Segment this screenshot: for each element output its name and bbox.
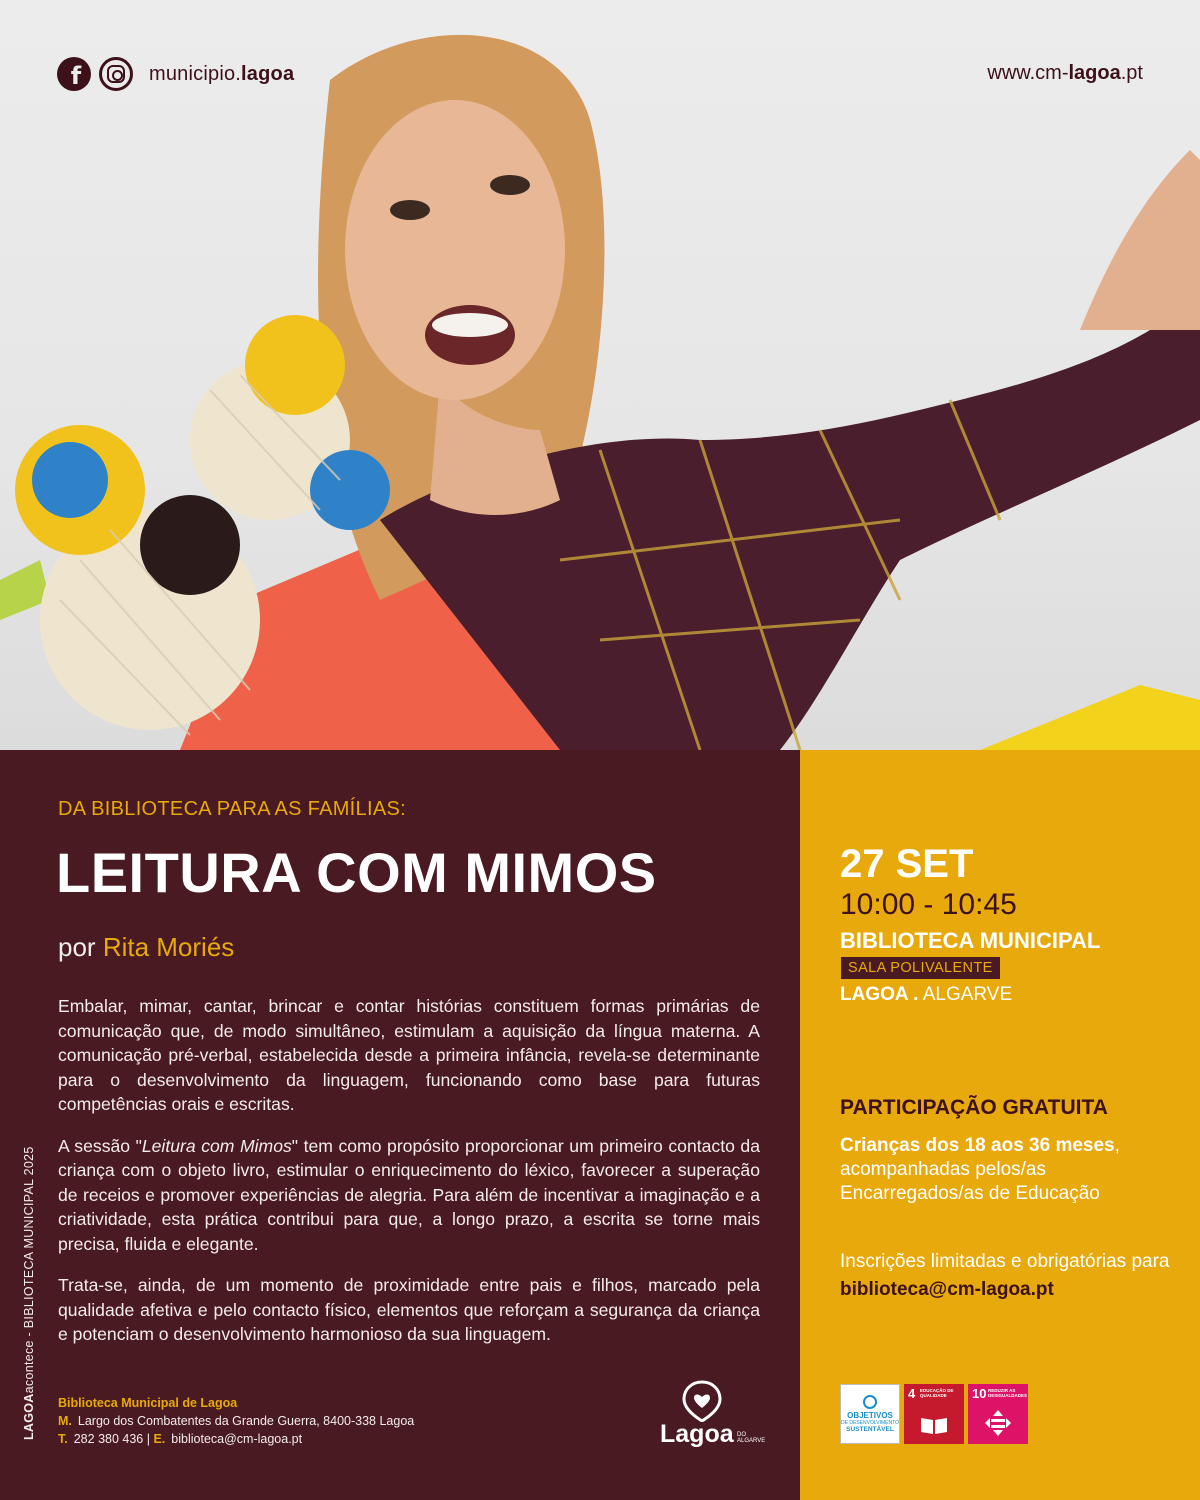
sdg-badges	[840, 1384, 1028, 1444]
instagram-icon[interactable]	[99, 57, 133, 91]
description-paragraph-2: A sessão "Leitura com Mimos" tem como propósito proporcionar um primeiro contacto da criança com o objeto livro, estimular o enriquecimento do léxico, favorecer a superação de receios e promover experiências de alegria. Para além de incentivar a imaginação e a criatividade, esta prática contribui para que, a longo prazo, a escrita se torne mais precisa, fluida e elegante.	[58, 1135, 760, 1254]
event-description-panel	[0, 750, 800, 1500]
registration-email[interactable]: biblioteca@cm-lagoa.pt	[840, 1279, 1054, 1300]
event-kicker: DA BIBLIOTECA PARA AS FAMÍLIAS:	[58, 798, 406, 820]
description-paragraph-1: Embalar, mimar, cantar, brincar e contar histórias constituem formas primárias de comunicação que, de modo simultâneo, estimulam a aquisição da língua materna. A comunicação pré-verbal, estabelecida desde a primeira infância, revela-se determinante para o desenvolvimento da linguagem, funcionando como base para futuras competências orais e escritas.	[58, 996, 760, 1114]
event-date: 27 SET	[840, 842, 974, 886]
audience-text: Crianças dos 18 aos 36 meses, acompanhadas pelos/as Encarregados/as de Educação	[840, 1135, 1120, 1204]
sdg-logo: OBJETIVOS DE DESENVOLVIMENTO SUSTENTÁVEL	[840, 1384, 900, 1444]
library-name: Biblioteca Municipal de Lagoa	[58, 1396, 238, 1410]
sdg-goal-10-badge: 10 REDUZIR AS DESIGUALDADES	[968, 1384, 1028, 1444]
un-globe-icon	[863, 1395, 877, 1409]
event-room-badge: SALA POLIVALENTE	[841, 957, 1000, 979]
participation-heading: PARTICIPAÇÃO GRATUITA	[840, 1096, 1108, 1119]
book-icon	[919, 1414, 949, 1436]
description-paragraph-3: Trata-se, ainda, de um momento de proximidade entre pais e filhos, marcado pela qualidade afetiva e pelo contacto físico, elementos que reforçam a segurança da criança e potenciam o desenvolvimento harmonioso da sua linguagem.	[58, 1275, 760, 1344]
equality-icon	[983, 1408, 1013, 1438]
event-byline: por Rita Moriés	[58, 932, 235, 962]
lagoa-logo	[660, 1380, 770, 1455]
toy-ear-right	[245, 315, 345, 415]
lagoa-logo-icon	[682, 1380, 722, 1422]
registration-text: Inscrições limitadas e obrigatórias para biblioteca@cm-lagoa.pt	[840, 1251, 1170, 1300]
author-name: Rita Moriés	[102, 932, 235, 962]
library-phone-email: T. 282 380 436 | E. biblioteca@cm-lagoa.pt	[58, 1432, 303, 1446]
event-details-panel	[800, 750, 1200, 1500]
library-contact	[58, 1394, 414, 1448]
library-address: M. Largo dos Combatentes da Grande Guerra, 8400-338 Lagoa	[58, 1414, 415, 1428]
event-title: LEITURA COM MIMOS	[56, 841, 657, 904]
website-link[interactable]: www.cm-lagoa.pt	[987, 62, 1143, 84]
social-handle[interactable]: municipio.lagoa	[149, 62, 295, 85]
lagoa-logo-word: Lagoa	[660, 1420, 734, 1448]
event-time: 10:00 - 10:45	[840, 888, 1017, 921]
social-links	[57, 57, 294, 91]
event-venue: BIBLIOTECA MUNICIPAL	[840, 928, 1101, 953]
event-town: LAGOA . ALGARVE	[840, 984, 1013, 1005]
facebook-icon[interactable]: f	[57, 57, 91, 91]
event-description	[58, 994, 760, 1364]
vertical-brand-text: LAGOAacontece - BIBLIOTECA MUNICIPAL 2025	[22, 1146, 36, 1440]
library-email[interactable]: biblioteca@cm-lagoa.pt	[171, 1432, 303, 1446]
sdg-goal-4-badge: 4 EDUCAÇÃO DE QUALIDADE	[904, 1384, 964, 1444]
yellow-paper	[980, 685, 1200, 750]
hand	[1080, 150, 1200, 330]
lagoa-logo-sub: DO ALGARVE	[737, 1432, 766, 1444]
